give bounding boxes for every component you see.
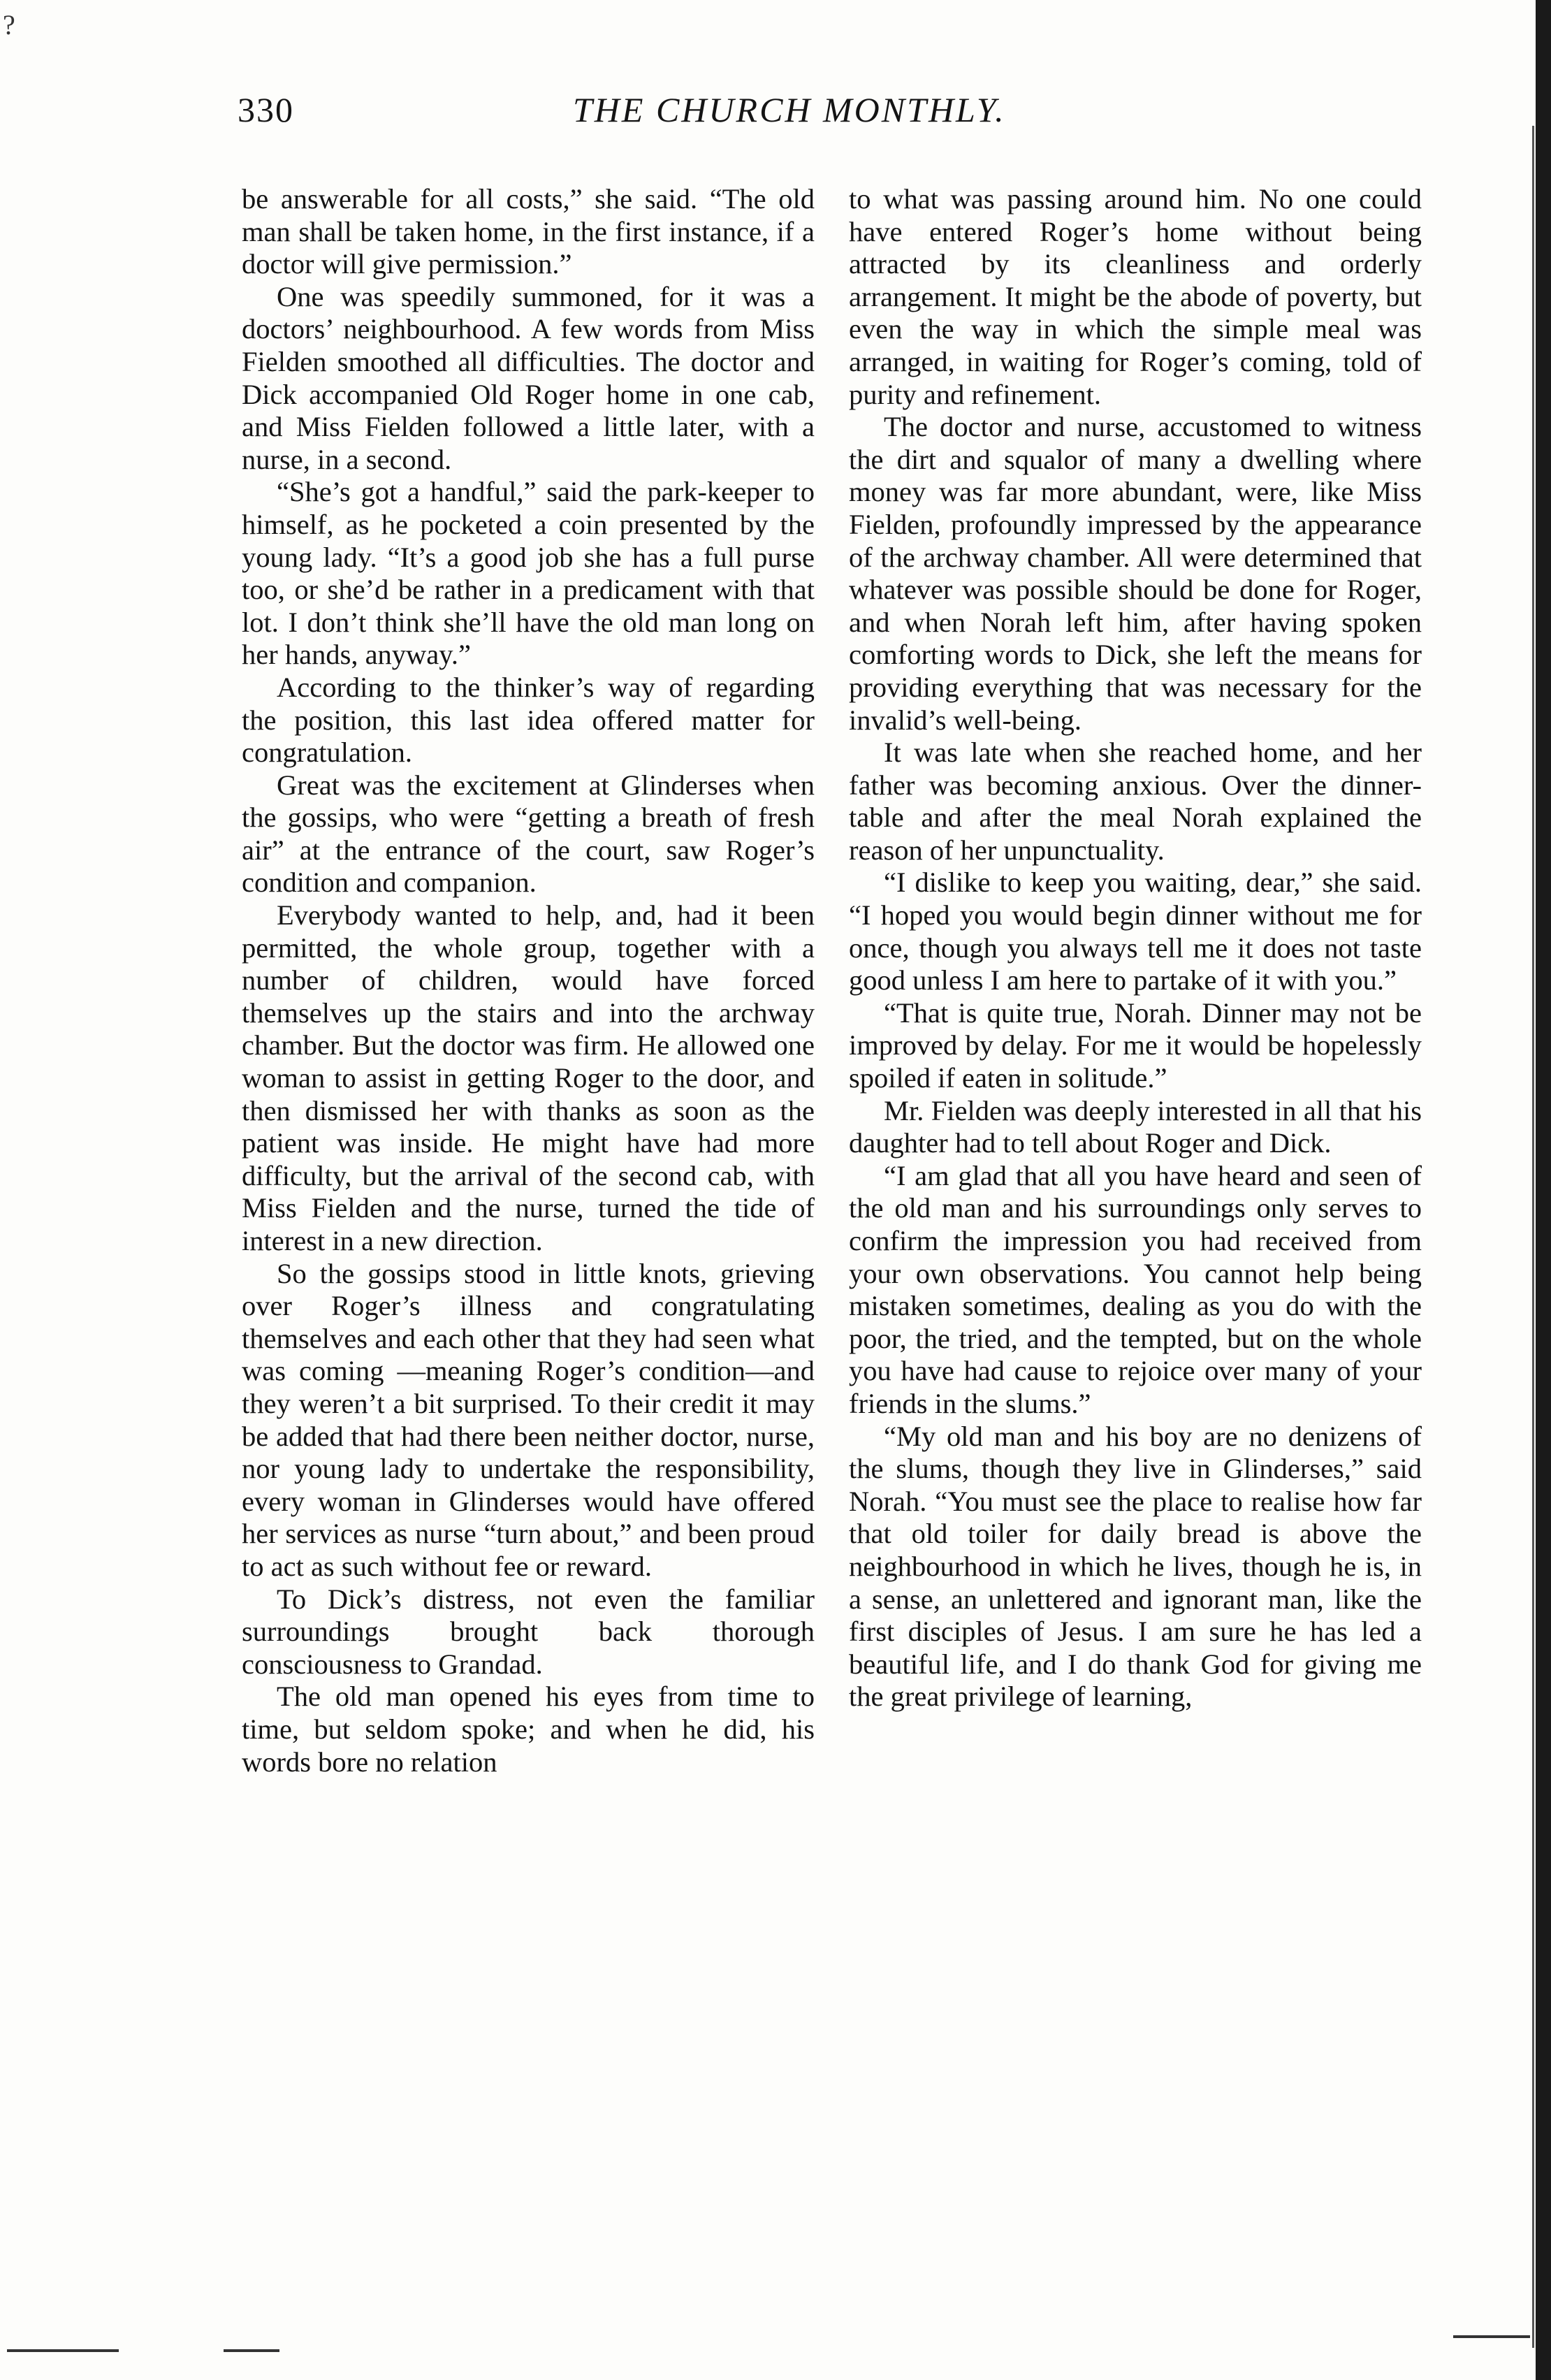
paragraph: It was late when she reached home, and her father was becoming anxious. Over the dinner-table and after the meal Norah explained the reason of her unpunctuality. [849,737,1422,866]
scan-smudge [7,2349,119,2352]
paragraph: One was speedily summoned, for it was a doctors’ neighbourhood. A few words from Miss Fielden smoothed all difficulties. The doctor and Dick accompanied Old Roger home in one cab, and Miss Fielden followed a little later, with a nurse, in a second. [242,280,815,475]
paragraph: The old man opened his eyes from time to time, but seldom spoke; and when he did, his words bore no relation [242,1681,815,1778]
scan-smudge [224,2349,279,2352]
binding-edge [1536,0,1551,2380]
paragraph: “I dislike to keep you waiting, dear,” she said. “I hoped you would begin dinner without me for once, though you always tell me it does not taste good unless I am here to partake of it with you.” [849,866,1422,996]
running-title: THE CHURCH MONTHLY. [573,90,1006,129]
binding-shadow [1532,126,1534,2348]
paragraph: “She’s got a handful,” said the park-keeper to himself, as he pocketed a coin presented by the young lady. “It’s a good job she has a full purse too, or she’d be rather in a predicament with that lot. I don’t think she’ll have the old man long on her hands, anyway.” [242,476,815,671]
paragraph: “That is quite true, Norah. Dinner may not be improved by delay. For me it would be hopelessly spoiled if eaten in solitude.” [849,996,1422,1094]
page-header [238,89,1299,145]
scan-smudge [1453,2335,1530,2338]
paragraph: The doctor and nurse, accustomed to witness the dirt and squalor of many a dwelling where money was far more abundant, were, like Miss Fielden, profoundly impressed by the appearance of the archway chamber. All were determined that whatever was possible should be done for Roger, and when Norah left him, after having spoken comforting words to Dick, she left the means for providing everything that was necessary for the invalid’s well-being. [849,411,1422,736]
right-column [849,183,1422,1713]
paragraph: be answerable for all costs,” she said. “The old man shall be taken home, in the first instance, if a doctor will give permission.” [242,183,815,280]
paragraph: Mr. Fielden was deeply interested in all that his daughter had to tell about Roger and Dick. [849,1094,1422,1159]
margin-mark: ? [3,9,15,41]
paragraph: to what was passing around him. No one could have entered Roger’s home without being attracted by its cleanliness and orderly arrangement. It might be the abode of poverty, but even the way in which the simple meal was arranged, in waiting for Roger’s coming, told of purity and refinement. [849,183,1422,410]
paragraph: To Dick’s distress, not even the familiar surroundings brought back thorough consciousness to Grandad. [242,1583,815,1680]
paragraph: So the gossips stood in little knots, grieving over Roger’s illness and congratulating themselves and each other that they had seen what was coming —meaning Roger’s condition—and they weren’t a bit surprised. To their credit it may be added that had there been neither doctor, nurse, nor young lady to undertake the responsibility, every woman in Glinderses would have offered her services as nurse “turn about,” and been proud to act as such without fee or reward. [242,1257,815,1582]
paragraph: “My old man and his boy are no denizens of the slums, though they live in Glinderses,” said Norah. “You must see the place to realise how far that old toiler for daily bread is above the neighbourhood in which he lives, though he is, in a sense, an unlettered and ignorant man, like the first disciples of Jesus. I am sure he has led a beautiful life, and I do thank God for giving me the great privilege of learning, [849,1420,1422,1713]
paragraph: Great was the excitement at Glinderses when the gossips, who were “getting a breath of fresh air” at the entrance of the court, saw Roger’s condition and companion. [242,769,815,899]
paragraph: “I am glad that all you have heard and seen of the old man and his surroundings only serves to confirm the impression you had received from your own observations. You cannot help being mistaken sometimes, dealing as you do with the poor, the tried, and the tempted, but on the whole you have had cause to rejoice over many of your friends in the slums.” [849,1159,1422,1419]
paragraph: Everybody wanted to help, and, had it been permitted, the whole group, together with a number of children, would have forced themselves up the stairs and into the archway chamber. But the doctor was firm. He allowed one woman to assist in getting Roger to the door, and then dismissed her with thanks as soon as the patient was inside. He might have had more difficulty, but the arrival of the second cab, with Miss Fielden and the nurse, turned the tide of interest in a new direction. [242,899,815,1256]
page-number: 330 [238,90,294,129]
left-column [242,183,815,1778]
paragraph: According to the thinker’s way of regarding the position, this last idea offered matter for congratulation. [242,671,815,769]
